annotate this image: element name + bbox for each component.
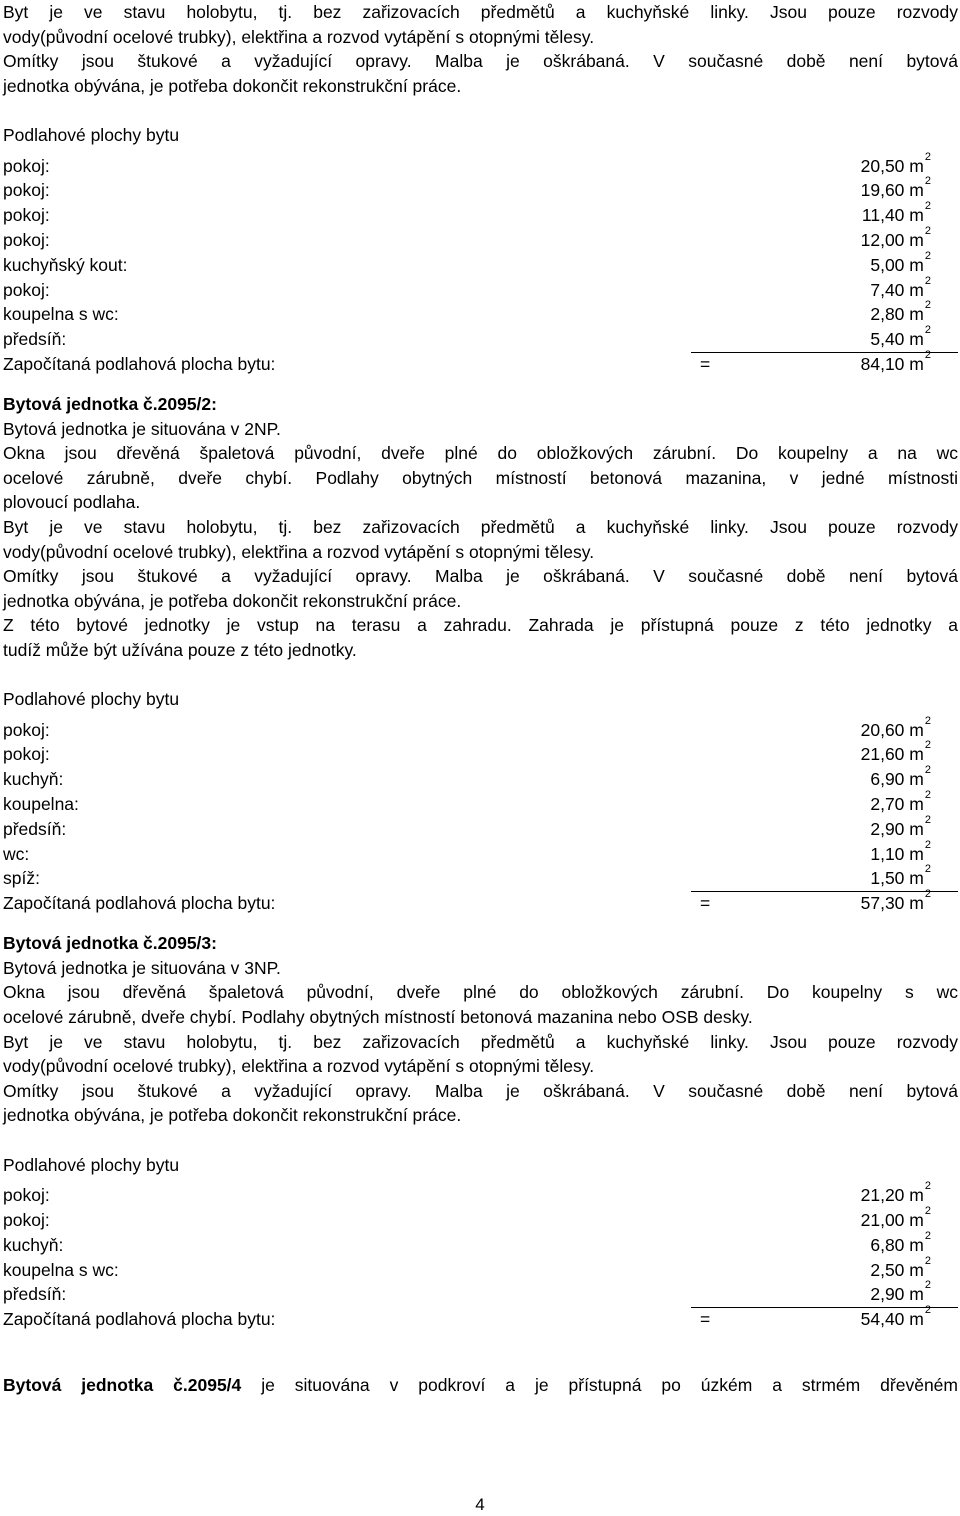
text-line: vody(původní ocelové trubky), elektřina a rozvod vytápění s otopnými tělesy. xyxy=(3,26,595,47)
text-line: Bytová jednotka je situována v 2NP. xyxy=(3,418,281,439)
room-row: pokoj: 7,40 $m^2$ xyxy=(3,274,931,300)
unit-title: Bytová jednotka č.2095/3: xyxy=(3,933,217,954)
room-row: pokoj: 21,60 $m^2$ xyxy=(3,739,931,765)
unit-4-intro: Bytová jednotka č.2095/4 je situována v podkroví a je přístupná po úzkém a strmém dřevěném xyxy=(3,1375,958,1396)
unit-3-description xyxy=(3,956,958,1128)
text-line: Okna jsou dřevěná špaletová původní, dveře plné do obložkových zárubní. Do koupelny s wc xyxy=(3,982,958,1003)
text-line: Omítky jsou štukové a vyžadující opravy. Malba je oškrábaná. V současné době není bytová xyxy=(3,566,958,587)
room-row: předsíň: 2,90 $m^2$ xyxy=(3,813,931,839)
text-line: jednotka obývána, je potřeba dokončit rekonstrukční práce. xyxy=(3,590,462,611)
room-row: wc: 1,10 $m^2$ xyxy=(3,838,931,864)
room-row: kuchyňský kout: 5,00 $m^2$ xyxy=(3,249,931,275)
intro-paragraph xyxy=(3,0,958,98)
room-row: pokoj: 12,00 $m^2$ xyxy=(3,224,931,250)
text-line: Byt je ve stavu holobytu, tj. bez zařizovacích předmětů a kuchyňské linky. Jsou pouze rozvody xyxy=(3,1031,958,1052)
text-line: plovoucí podlaha. xyxy=(3,492,141,513)
text-line: vody(původní ocelové trubky), elektřina a rozvod vytápění s otopnými tělesy. xyxy=(3,541,595,562)
room-row: předsíň: 5,40 $m^2$ xyxy=(3,324,931,350)
text-line: vody(původní ocelové trubky), elektřina a rozvod vytápění s otopnými tělesy. xyxy=(3,1056,595,1077)
floor-area-heading: Podlahové plochy bytu xyxy=(3,689,180,710)
text-line: Omítky jsou štukové a vyžadující opravy. Malba je oškrábaná. V současné době není bytová xyxy=(3,51,958,72)
room-row: pokoj: 20,50 $m^2$ xyxy=(3,150,931,176)
text-line: Z této bytové jednotky je vstup na terasu a zahradu. Zahrada je přístupná pouze z této jednotky a xyxy=(3,615,958,636)
room-row: pokoj: 21,20 $m^2$ xyxy=(3,1180,931,1206)
total-row: Započítaná podlahová plocha bytu: = 84,10 $m^2$ xyxy=(3,352,958,378)
text-line: Bytová jednotka je situována v 3NP. xyxy=(3,957,281,978)
room-row: pokoj: 20,60 $m^2$ xyxy=(3,714,931,740)
page-number: 4 xyxy=(475,1495,485,1514)
room-row: koupelna s wc: 2,80 $m^2$ xyxy=(3,299,931,325)
text-line: jednotka obývána, je potřeba dokončit rekonstrukční práce. xyxy=(3,1105,462,1126)
text-line: Byt je ve stavu holobytu, tj. bez zařizovacích předmětů a kuchyňské linky. Jsou pouze rozvody xyxy=(3,516,958,537)
room-row: koupelna s wc: 2,50 $m^2$ xyxy=(3,1254,931,1280)
text-line: Okna jsou dřevěná špaletová původní, dveře plné do obložkových zárubní. Do koupelny a na wc xyxy=(3,443,958,464)
text-line: ocelové zárubně, dveře chybí. Podlahy obytných místností betonová mazanina, v jedné místnosti xyxy=(3,467,958,488)
floor-area-table-1 xyxy=(3,150,958,378)
room-row: pokoj: 19,60 $m^2$ xyxy=(3,175,931,201)
total-row: Započítaná podlahová plocha bytu: = 54,40 $m^2$ xyxy=(3,1307,958,1333)
room-row: kuchyň: 6,80 $m^2$ xyxy=(3,1229,931,1255)
unit-title: Bytová jednotka č.2095/4 xyxy=(3,1375,242,1396)
room-row: pokoj: 21,00 $m^2$ xyxy=(3,1204,931,1230)
unit-title: Bytová jednotka č.2095/2: xyxy=(3,393,217,414)
text-line: tudíž může být užívána pouze z této jednotky. xyxy=(3,639,357,660)
room-row: pokoj: 11,40 $m^2$ xyxy=(3,200,931,226)
floor-area-heading: Podlahové plochy bytu xyxy=(3,124,180,145)
document-page xyxy=(3,0,958,1398)
floor-area-table-3 xyxy=(3,1180,958,1333)
text-line: Omítky jsou štukové a vyžadující opravy. Malba je oškrábaná. V současné době není bytová xyxy=(3,1080,958,1101)
text-line: jednotka obývána, je potřeba dokončit rekonstrukční práce. xyxy=(3,75,462,96)
room-row: předsíň: 2,90 $m^2$ xyxy=(3,1279,931,1305)
total-row: Započítaná podlahová plocha bytu: = 57,30 $m^2$ xyxy=(3,891,958,917)
text-line: Byt je ve stavu holobytu, tj. bez zařizovacích předmětů a kuchyňské linky. Jsou pouze rozvody xyxy=(3,2,958,22)
room-row: spíž: 1,50 $m^2$ xyxy=(3,863,931,889)
text-line: ocelové zárubně, dveře chybí. Podlahy obytných místností betonová mazanina nebo OSB desky. xyxy=(3,1007,753,1028)
room-row: koupelna: 2,70 $m^2$ xyxy=(3,789,931,815)
floor-area-table-2 xyxy=(3,714,958,918)
room-row: kuchyň: 6,90 $m^2$ xyxy=(3,764,931,790)
unit-2-description xyxy=(3,417,958,663)
floor-area-heading: Podlahové plochy bytu xyxy=(3,1154,180,1175)
